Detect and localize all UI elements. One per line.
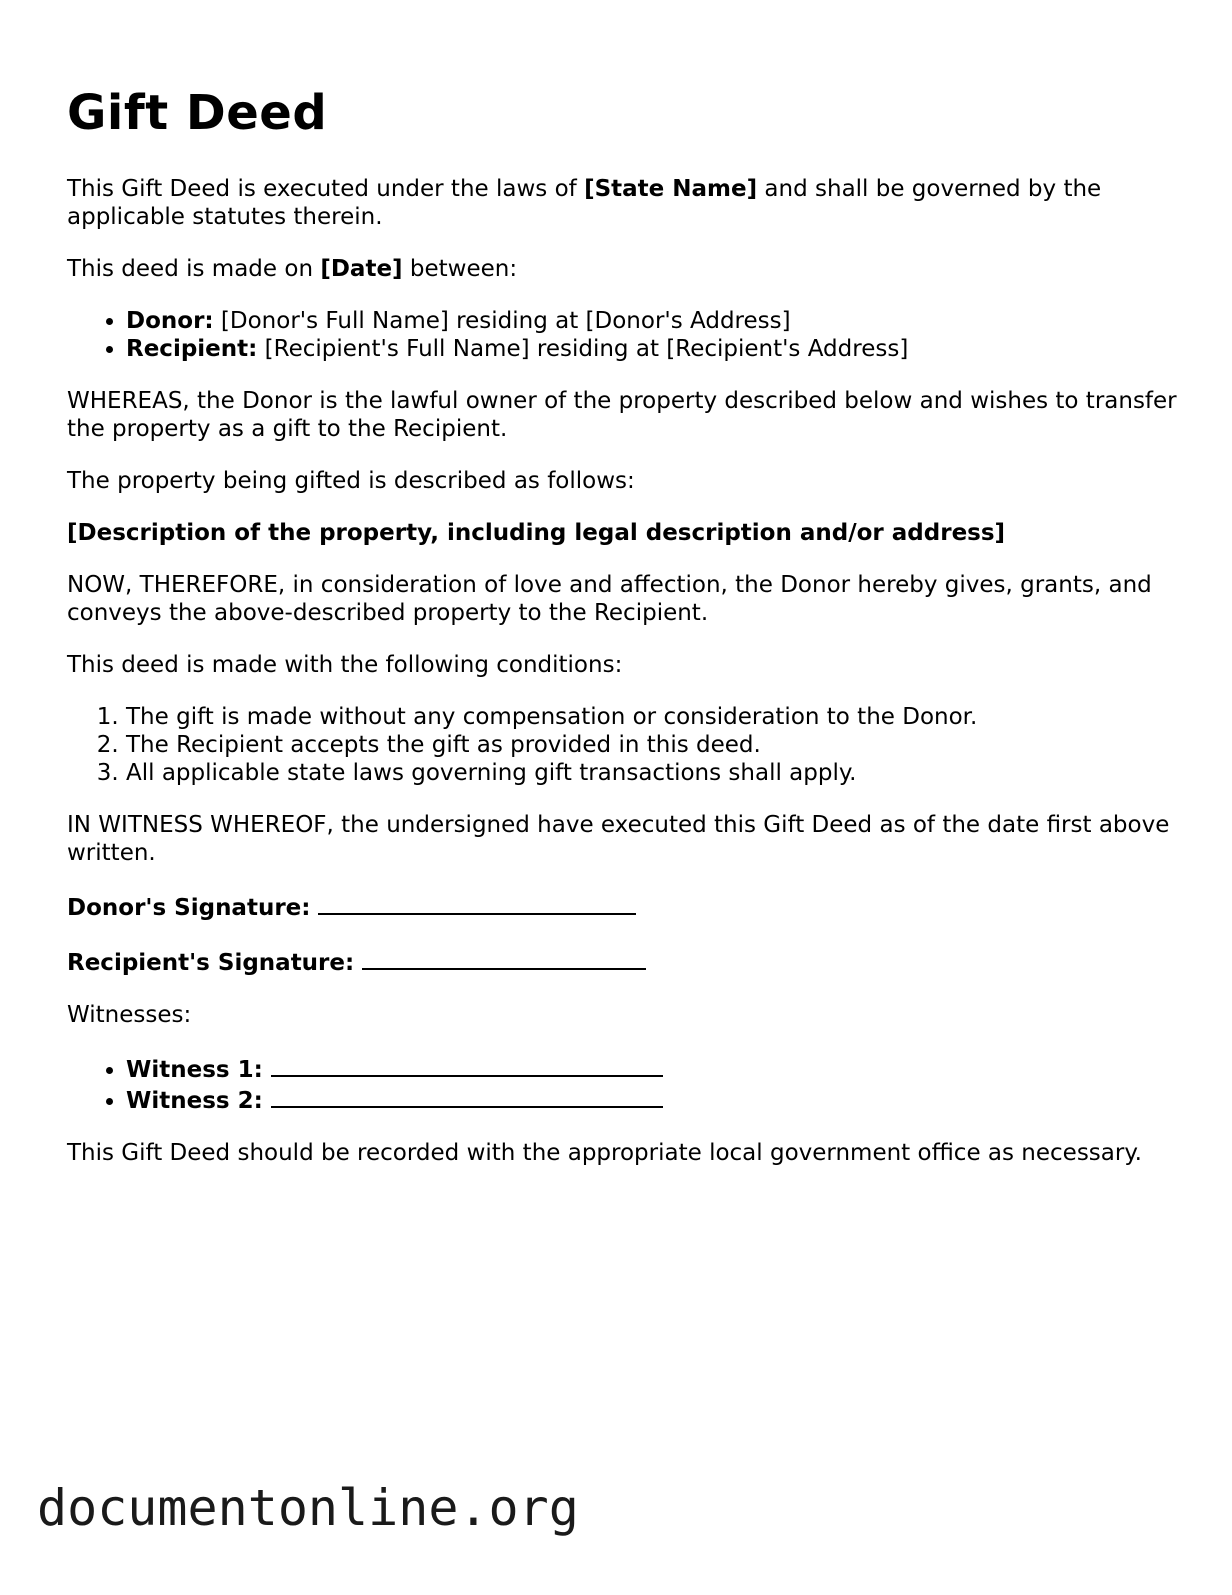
recipient-signature-label: Recipient's Signature: <box>67 950 355 976</box>
date-before: This deed is made on <box>67 256 321 282</box>
recipient-signature-line <box>67 946 1177 977</box>
property-intro: The property being gifted is described as follows: <box>67 468 635 494</box>
witness-whereof-paragraph: IN WITNESS WHEREOF, the undersigned have executed this Gift Deed as of the date first above written. <box>67 812 1170 866</box>
document-title: Gift Deed <box>67 85 328 141</box>
condition-item: 3. All applicable state laws governing gift transactions shall apply. <box>126 759 1177 787</box>
witness-label: Witness 1: <box>126 1057 263 1083</box>
parties-list <box>67 307 1177 363</box>
state-name-placeholder: [State Name] <box>584 176 758 202</box>
party-text: [Recipient's Full Name] residing at [Recipient's Address] <box>257 336 909 362</box>
now-therefore-paragraph: NOW, THEREFORE, in consideration of love and affection, the Donor hereby gives, grants, and conveys the above-described property to the Recipient. <box>67 572 1152 626</box>
property-description: [Description of the property, including legal description and/or address] <box>67 520 1006 546</box>
conditions-intro: This deed is made with the following conditions: <box>67 652 623 678</box>
condition-item: 1. The gift is made without any compensation or consideration to the Donor. <box>126 703 1177 731</box>
condition-item: 2. The Recipient accepts the gift as provided in this deed. <box>126 731 1177 759</box>
party-donor <box>126 307 1177 335</box>
witnesses-heading: Witnesses: <box>67 1002 192 1028</box>
witness-item <box>126 1053 1177 1084</box>
witness-2-signature-field[interactable] <box>271 1084 663 1108</box>
closing-paragraph: This Gift Deed should be recorded with the appropriate local government office as necessary. <box>67 1140 1142 1166</box>
donor-signature-label: Donor's Signature: <box>67 895 311 921</box>
party-label: Recipient: <box>126 336 258 362</box>
donor-signature-field[interactable] <box>318 891 636 915</box>
donor-signature-line <box>67 891 1177 922</box>
whereas-paragraph: WHEREAS, the Donor is the lawful owner of the property described below and wishes to transfer the property as a gift to the Recipient. <box>67 388 1177 442</box>
intro-paragraph <box>67 175 1177 231</box>
conditions-list <box>67 703 1177 787</box>
document-page <box>67 0 1177 1167</box>
witness-item <box>126 1084 1177 1115</box>
witnesses-list <box>67 1053 1177 1115</box>
witness-1-signature-field[interactable] <box>271 1053 663 1077</box>
party-recipient <box>126 335 1177 363</box>
intro-before: This Gift Deed is executed under the laws of <box>67 176 585 202</box>
watermark-text: documentonline.org <box>37 1479 579 1537</box>
date-placeholder: [Date] <box>320 256 403 282</box>
witness-label: Witness 2: <box>126 1088 263 1114</box>
date-paragraph <box>67 255 1177 283</box>
intro-after: and shall be governed by the applicable statutes therein. <box>67 176 1102 230</box>
party-label: Donor: <box>126 308 214 334</box>
date-after: between: <box>402 256 518 282</box>
party-text: [Donor's Full Name] residing at [Donor's Address] <box>213 308 791 334</box>
recipient-signature-field[interactable] <box>362 946 646 970</box>
